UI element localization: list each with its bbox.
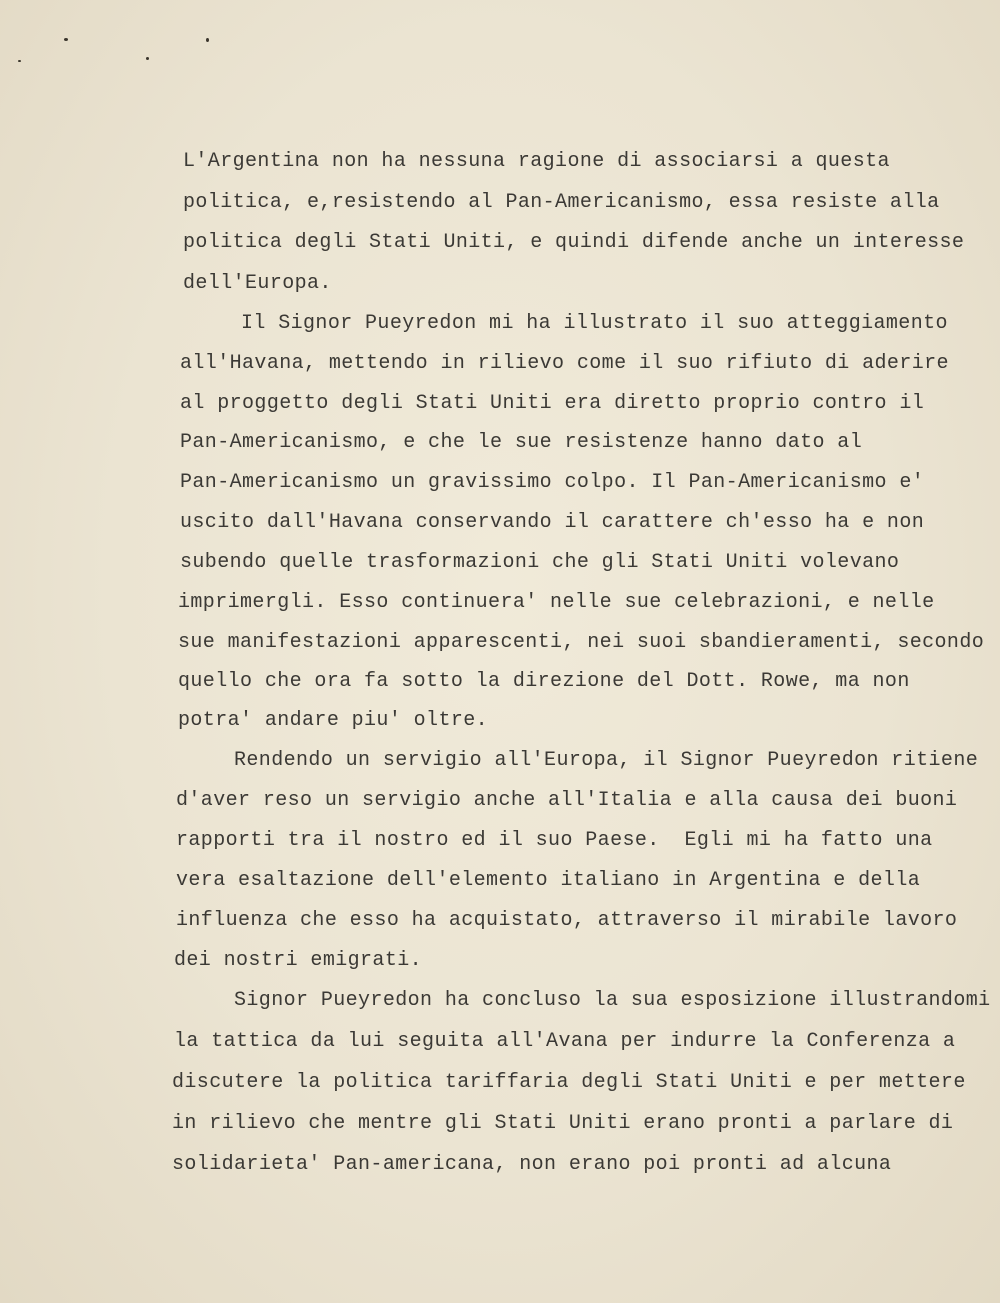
- text-line: all'Havana, mettendo in rilievo come il suo rifiuto di aderire: [180, 352, 949, 375]
- text-line: al proggetto degli Stati Uniti era diretto proprio contro il: [180, 392, 925, 415]
- text-line: vera esaltazione dell'elemento italiano in Argentina e della: [176, 869, 921, 892]
- text-line: influenza che esso ha acquistato, attraverso il mirabile lavoro: [176, 909, 958, 932]
- text-line: Pan-Americanismo un gravissimo colpo. Il Pan-Americanismo e': [180, 471, 925, 494]
- text-line: rapporti tra il nostro ed il suo Paese. Egli mi ha fatto una: [176, 829, 933, 852]
- text-line: dell'Europa.: [183, 272, 332, 295]
- text-line: dei nostri emigrati.: [174, 949, 423, 972]
- text-line: Pan-Americanismo, e che le sue resistenze hanno dato al: [180, 431, 863, 454]
- text-line: la tattica da lui seguita all'Avana per indurre la Conferenza a: [174, 1030, 956, 1053]
- text-line: Rendendo un servigio all'Europa, il Signor Pueyredon ritiene: [234, 749, 979, 772]
- text-line: politica, e,resistendo al Pan-Americanismo, essa resiste alla: [183, 191, 940, 214]
- text-line: sue manifestazioni apparescenti, nei suoi sbandieramenti, secondo: [178, 631, 985, 654]
- text-line: Signor Pueyredon ha concluso la sua esposizione illustrandomi: [234, 989, 991, 1012]
- text-line: imprimergli. Esso continuera' nelle sue celebrazioni, e nelle: [178, 591, 935, 614]
- text-line: solidarieta' Pan-americana, non erano poi pronti ad alcuna: [172, 1153, 892, 1176]
- text-line: L'Argentina non ha nessuna ragione di associarsi a questa: [183, 150, 890, 173]
- text-line: in rilievo che mentre gli Stati Uniti erano pronti a parlare di: [172, 1112, 954, 1135]
- text-line: discutere la politica tariffaria degli Stati Uniti e per mettere: [172, 1071, 966, 1094]
- text-line: uscito dall'Havana conservando il carattere ch'esso ha e non: [180, 511, 925, 534]
- text-line: potra' andare piu' oltre.: [178, 709, 489, 732]
- text-line: quello che ora fa sotto la direzione del Dott. Rowe, ma non: [178, 670, 910, 693]
- text-line: Il Signor Pueyredon mi ha illustrato il suo atteggiamento: [241, 312, 948, 335]
- text-line: politica degli Stati Uniti, e quindi difende anche un interesse: [183, 231, 965, 254]
- text-line: d'aver reso un servigio anche all'Italia e alla causa dei buoni: [176, 789, 958, 812]
- text-line: subendo quelle trasformazioni che gli Stati Uniti volevano: [180, 551, 900, 574]
